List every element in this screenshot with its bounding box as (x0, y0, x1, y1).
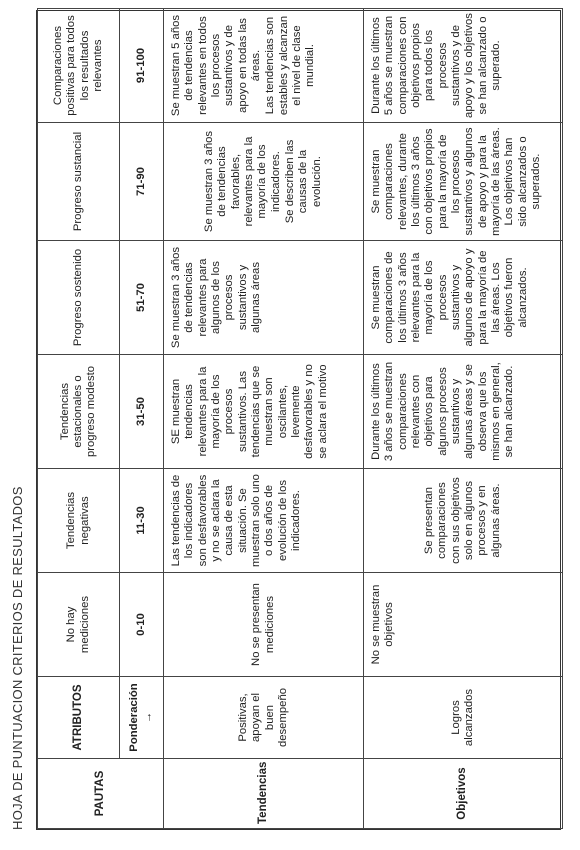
ponderacion-label: Ponderación (128, 683, 141, 752)
range-1: 11-30 (120, 469, 164, 573)
table-row (364, 9, 563, 829)
header-atributos: ATRIBUTOS (38, 677, 120, 759)
criteria-table (37, 8, 563, 829)
objetivos-cell-2: Durante los últimos 3 años se muestran comparaciones relevantes con objetivos para algunos procesos sustantivos y algunas áreas y se observa que los mismos en general, se han alcanzado. (364, 355, 563, 469)
arrow-right-icon: → (141, 711, 154, 724)
range-0: 0-10 (120, 573, 164, 677)
tendencias-cell-1: Las tendencias de los indicadores son desfavorables y no se aclara la causa de esta situación. Se muestran solo uno o dos años de evolución de los indicadores. (164, 469, 364, 573)
header-pautas: PAUTAS (38, 759, 164, 829)
header-col-2: Tendencias estacionales o progreso modesto (38, 355, 120, 469)
tendencias-cell-2: SE muestran tendencias relevantes para la mayoría de los procesos sustantivos. Las tendencias que se muestran son oscilantes, levemente desfavorables y no se aclara el motivo (164, 355, 364, 469)
objetivos-cell-5: Durante los últimos 5 años se muestran comparaciones con objetivos propios para todos los procesos sustantivos y de apoyo y los objetivos se han alcanzado o superado. (364, 9, 563, 123)
range-2: 31-50 (120, 355, 164, 469)
range-5: 91-100 (120, 9, 164, 123)
objetivos-cell-4: Se muestran comparaciones relevantes, durante los últimos 3 años con objetivos propios para la mayoría de los procesos sustantivos y algunos de apoyo y para la mayoría de las áreas. Los objetivos han sido alcanzados o superados. (364, 123, 563, 241)
header-row (38, 9, 120, 829)
range-3: 51-70 (120, 241, 164, 355)
header-col-1: Tendencias negativas (38, 469, 120, 573)
tendencias-cell-0: No se presentan mediciones (164, 573, 364, 677)
tendencias-cell-4-text: Se muestran 3 años de tendencias favorables, relevantes para la mayoría de los indicadores. (203, 130, 282, 233)
atributo-objetivos: Logros alcanzados (364, 677, 563, 759)
ponderacion-cell (120, 677, 164, 759)
range-4: 71-90 (120, 123, 164, 241)
tendencias-cell-3: Se muestran 3 años de tendencias relevantes para algunos de los procesos sustantivos y algunas áreas (164, 241, 364, 355)
header-col-0: No hay mediciones (38, 573, 120, 677)
objetivos-cell-1: Se presentan comparaciones con sus objetivos solo en algunos procesos y en algunas áreas. (364, 469, 563, 573)
objetivos-cell-3: Se muestran comparaciones de los últimos 3 años relevantes para la mayoría de los procesos sustantivos y algunos de apoyo y para la mayoría de las áreas. Los objetivos fueron alcanzados. (364, 241, 563, 355)
tendencias-cell-4 (164, 123, 364, 241)
tendencias-cell-4-extra: Se describen las causas de la evolución. (283, 139, 323, 224)
tendencias-cell-5-text: Se muestran 5 años de tendencias relevantes en todos los procesos sustantivos y de apoyo en todas las áreas. (170, 14, 262, 117)
header-col-5: Comparaciones positivas para todos los resultados relevantes (38, 9, 120, 123)
header-col-4: Progreso sustancial (38, 123, 120, 241)
row-label-tendencias: Tendencias (164, 759, 364, 829)
table-row (164, 9, 364, 829)
tendencias-cell-5-extra: Las tendencias son estables y alcanzan el nivel de clase mundial. (264, 15, 317, 116)
atributo-tendencias: Positivas, apoyan el buen desempeño (164, 677, 364, 759)
tendencias-cell-5 (164, 9, 364, 123)
score-table (36, 10, 561, 830)
header-col-3: Progreso sostenido (38, 241, 120, 355)
document-title: HOJA DE PUNTUACION CRITERIOS DE RESULTADOS (10, 486, 25, 830)
objetivos-cell-0: No se muestran objetivos (364, 573, 563, 677)
ponderacion-row (120, 9, 164, 829)
row-label-objetivos: Objetivos (364, 759, 563, 829)
